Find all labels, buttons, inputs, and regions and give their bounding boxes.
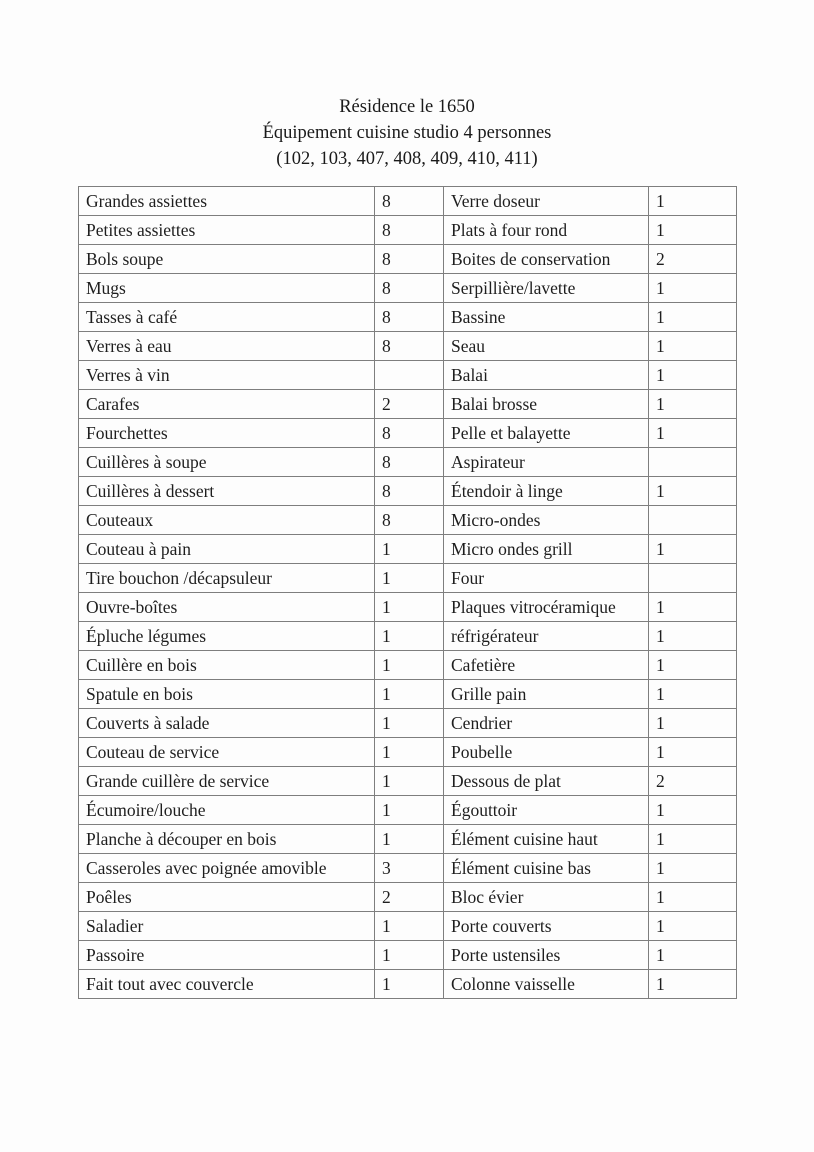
left-item-name-cell: Casseroles avec poignée amovible — [79, 854, 375, 883]
right-item-qty-cell: 1 — [649, 187, 737, 216]
right-item-qty-cell: 1 — [649, 854, 737, 883]
table-row — [79, 477, 737, 506]
right-item-qty-cell: 1 — [649, 361, 737, 390]
table-row — [79, 941, 737, 970]
table-row — [79, 593, 737, 622]
table-row — [79, 390, 737, 419]
table-row — [79, 622, 737, 651]
left-item-qty-cell: 8 — [375, 216, 444, 245]
left-item-name-cell: Écumoire/louche — [79, 796, 375, 825]
equipment-table — [78, 186, 737, 999]
right-item-qty-cell: 1 — [649, 738, 737, 767]
left-item-qty-cell: 8 — [375, 332, 444, 361]
left-item-name-cell: Planche à découper en bois — [79, 825, 375, 854]
table-row — [79, 651, 737, 680]
left-item-qty-cell: 8 — [375, 477, 444, 506]
right-item-name-cell: Bassine — [444, 303, 649, 332]
table-row — [79, 361, 737, 390]
right-item-name-cell: Dessous de plat — [444, 767, 649, 796]
left-item-qty-cell: 3 — [375, 854, 444, 883]
left-item-name-cell: Grandes assiettes — [79, 187, 375, 216]
right-item-qty-cell: 1 — [649, 622, 737, 651]
left-item-qty-cell: 8 — [375, 303, 444, 332]
left-item-qty-cell: 1 — [375, 564, 444, 593]
right-item-qty-cell: 1 — [649, 274, 737, 303]
table-row — [79, 448, 737, 477]
table-row — [79, 680, 737, 709]
table-row — [79, 216, 737, 245]
right-item-qty-cell: 1 — [649, 535, 737, 564]
left-item-qty-cell: 1 — [375, 796, 444, 825]
left-item-name-cell: Carafes — [79, 390, 375, 419]
left-item-qty-cell: 1 — [375, 767, 444, 796]
right-item-name-cell: Cendrier — [444, 709, 649, 738]
right-item-name-cell: Plats à four rond — [444, 216, 649, 245]
left-item-name-cell: Fait tout avec couvercle — [79, 970, 375, 999]
left-item-qty-cell: 8 — [375, 419, 444, 448]
left-item-qty-cell: 8 — [375, 245, 444, 274]
right-item-qty-cell: 1 — [649, 883, 737, 912]
document-title — [0, 94, 814, 172]
left-item-qty-cell: 1 — [375, 738, 444, 767]
table-row — [79, 796, 737, 825]
right-item-qty-cell: 1 — [649, 216, 737, 245]
right-item-name-cell: Pelle et balayette — [444, 419, 649, 448]
right-item-qty-cell: 1 — [649, 970, 737, 999]
table-row — [79, 332, 737, 361]
right-item-name-cell: Serpillière/lavette — [444, 274, 649, 303]
right-item-name-cell: Balai brosse — [444, 390, 649, 419]
left-item-qty-cell: 1 — [375, 912, 444, 941]
right-item-name-cell: Boites de conservation — [444, 245, 649, 274]
table-row — [79, 738, 737, 767]
left-item-name-cell: Cuillère en bois — [79, 651, 375, 680]
table-row — [79, 564, 737, 593]
right-item-name-cell: Verre doseur — [444, 187, 649, 216]
table-row — [79, 825, 737, 854]
left-item-qty-cell: 8 — [375, 187, 444, 216]
right-item-name-cell: Élément cuisine haut — [444, 825, 649, 854]
right-item-qty-cell: 2 — [649, 767, 737, 796]
left-item-name-cell: Verres à vin — [79, 361, 375, 390]
left-item-name-cell: Saladier — [79, 912, 375, 941]
right-item-name-cell: réfrigérateur — [444, 622, 649, 651]
table-row — [79, 274, 737, 303]
left-item-qty-cell: 1 — [375, 680, 444, 709]
left-item-qty-cell — [375, 361, 444, 390]
left-item-name-cell: Petites assiettes — [79, 216, 375, 245]
right-item-qty-cell: 1 — [649, 651, 737, 680]
left-item-name-cell: Poêles — [79, 883, 375, 912]
left-item-qty-cell: 1 — [375, 825, 444, 854]
left-item-name-cell: Couverts à salade — [79, 709, 375, 738]
table-row — [79, 303, 737, 332]
right-item-name-cell: Four — [444, 564, 649, 593]
left-item-qty-cell: 1 — [375, 941, 444, 970]
right-item-qty-cell: 1 — [649, 941, 737, 970]
right-item-qty-cell: 1 — [649, 390, 737, 419]
right-item-name-cell: Balai — [444, 361, 649, 390]
right-item-name-cell: Cafetière — [444, 651, 649, 680]
left-item-qty-cell: 1 — [375, 970, 444, 999]
right-item-name-cell: Étendoir à linge — [444, 477, 649, 506]
left-item-name-cell: Ouvre-boîtes — [79, 593, 375, 622]
right-item-qty-cell: 1 — [649, 796, 737, 825]
left-item-name-cell: Couteau de service — [79, 738, 375, 767]
left-item-name-cell: Couteau à pain — [79, 535, 375, 564]
left-item-name-cell: Cuillères à dessert — [79, 477, 375, 506]
table-row — [79, 506, 737, 535]
left-item-qty-cell: 1 — [375, 709, 444, 738]
right-item-qty-cell: 1 — [649, 825, 737, 854]
table-row — [79, 709, 737, 738]
left-item-qty-cell: 2 — [375, 390, 444, 419]
left-item-name-cell: Cuillères à soupe — [79, 448, 375, 477]
left-item-qty-cell: 8 — [375, 448, 444, 477]
left-item-name-cell: Couteaux — [79, 506, 375, 535]
right-item-name-cell: Élément cuisine bas — [444, 854, 649, 883]
right-item-qty-cell: 1 — [649, 709, 737, 738]
right-item-name-cell: Colonne vaisselle — [444, 970, 649, 999]
left-item-name-cell: Passoire — [79, 941, 375, 970]
right-item-name-cell: Micro ondes grill — [444, 535, 649, 564]
left-item-name-cell: Tasses à café — [79, 303, 375, 332]
right-item-qty-cell: 1 — [649, 593, 737, 622]
right-item-qty-cell: 1 — [649, 680, 737, 709]
right-item-qty-cell: 2 — [649, 245, 737, 274]
title-line-room-numbers: (102, 103, 407, 408, 409, 410, 411) — [276, 149, 538, 169]
equipment-table-body — [79, 187, 737, 999]
right-item-qty-cell — [649, 506, 737, 535]
title-line-residence: Résidence le 1650 — [339, 97, 475, 117]
table-row — [79, 883, 737, 912]
table-row — [79, 970, 737, 999]
right-item-qty-cell: 1 — [649, 332, 737, 361]
table-row — [79, 535, 737, 564]
left-item-name-cell: Tire bouchon /décapsuleur — [79, 564, 375, 593]
left-item-qty-cell: 8 — [375, 506, 444, 535]
left-item-qty-cell: 2 — [375, 883, 444, 912]
right-item-name-cell: Grille pain — [444, 680, 649, 709]
left-item-name-cell: Bols soupe — [79, 245, 375, 274]
left-item-name-cell: Grande cuillère de service — [79, 767, 375, 796]
right-item-name-cell: Poubelle — [444, 738, 649, 767]
right-item-name-cell: Aspirateur — [444, 448, 649, 477]
table-row — [79, 767, 737, 796]
left-item-name-cell: Mugs — [79, 274, 375, 303]
table-row — [79, 854, 737, 883]
right-item-name-cell: Micro-ondes — [444, 506, 649, 535]
right-item-qty-cell: 1 — [649, 303, 737, 332]
right-item-name-cell: Porte ustensiles — [444, 941, 649, 970]
right-item-qty-cell: 1 — [649, 419, 737, 448]
left-item-name-cell: Fourchettes — [79, 419, 375, 448]
table-row — [79, 187, 737, 216]
right-item-name-cell: Plaques vitrocéramique — [444, 593, 649, 622]
right-item-name-cell: Égouttoir — [444, 796, 649, 825]
left-item-name-cell: Verres à eau — [79, 332, 375, 361]
right-item-qty-cell — [649, 448, 737, 477]
right-item-qty-cell: 1 — [649, 477, 737, 506]
table-row — [79, 419, 737, 448]
left-item-name-cell: Épluche légumes — [79, 622, 375, 651]
left-item-qty-cell: 1 — [375, 622, 444, 651]
left-item-name-cell: Spatule en bois — [79, 680, 375, 709]
title-line-subject: Équipement cuisine studio 4 personnes — [262, 123, 552, 143]
left-item-qty-cell: 8 — [375, 274, 444, 303]
left-item-qty-cell: 1 — [375, 651, 444, 680]
right-item-qty-cell — [649, 564, 737, 593]
right-item-name-cell: Bloc évier — [444, 883, 649, 912]
left-item-qty-cell: 1 — [375, 535, 444, 564]
table-row — [79, 912, 737, 941]
right-item-name-cell: Porte couverts — [444, 912, 649, 941]
left-item-qty-cell: 1 — [375, 593, 444, 622]
right-item-name-cell: Seau — [444, 332, 649, 361]
right-item-qty-cell: 1 — [649, 912, 737, 941]
table-row — [79, 245, 737, 274]
